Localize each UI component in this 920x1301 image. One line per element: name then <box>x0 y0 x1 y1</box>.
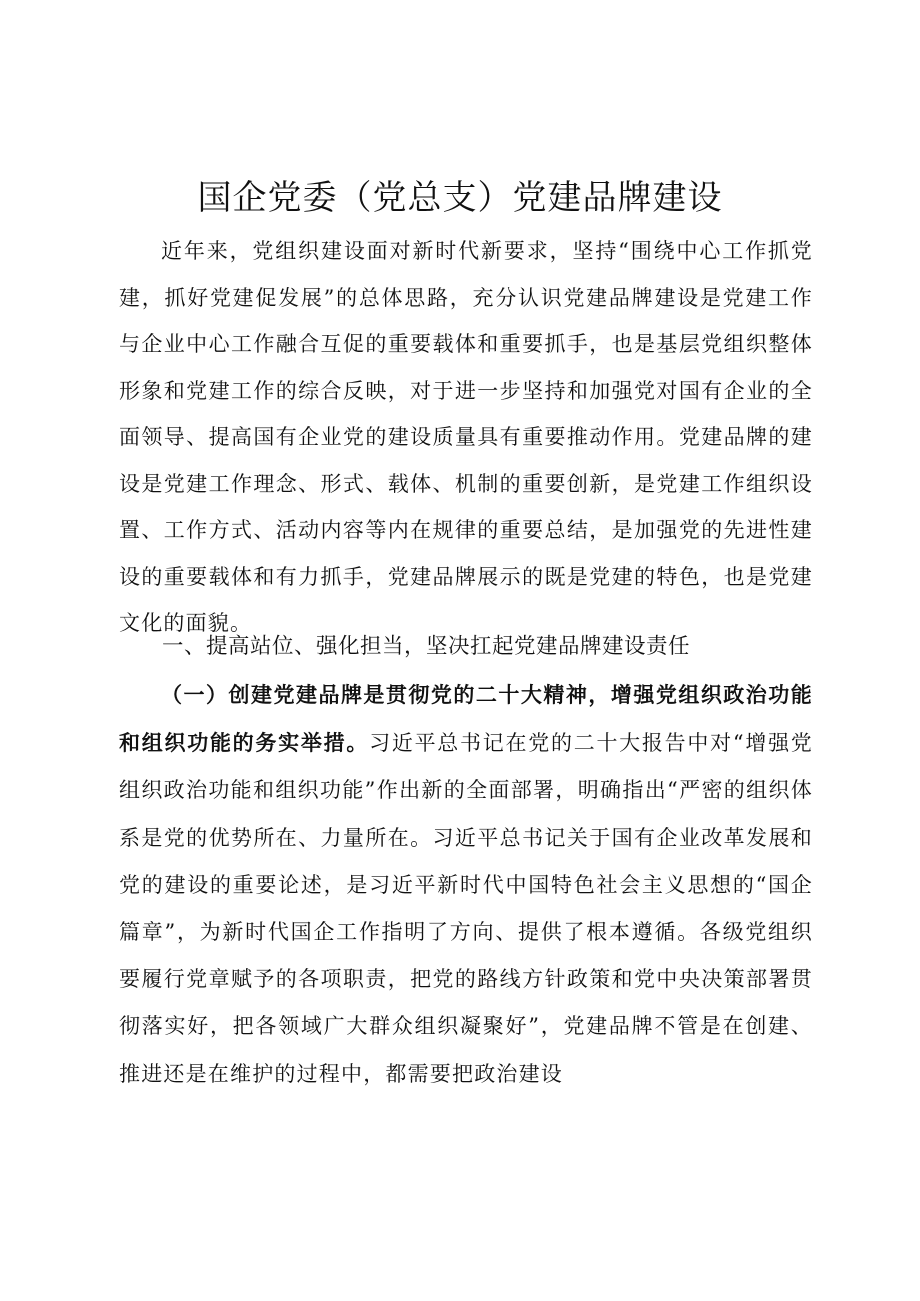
subsection-paragraph-1 <box>119 671 813 1098</box>
subsection-lead-1: （一）创建党建品牌是贯彻党的二十大精神，增强党组织政治功能和组织功能的务实举措。 <box>119 682 813 756</box>
intro-paragraph: 近年来，党组织建设面对新时代新要求，坚持“围绕中心工作抓党建，抓好党建促发展”的总体思路，充分认识党建品牌建设是党建工作与企业中心工作融合互促的重要载体和重要抓手，也是基层党组织整体形象和党建工作的综合反映，对于进一步坚持和加强党对国有企业的全面领导、提高国有企业党的建设质量具有重要推动作用。党建品牌的建设是党建工作理念、形式、载体、机制的重要创新，是党建工作组织设置、工作方式、活动内容等内在规律的重要总结，是加强党的先进性建设的重要载体和有力抓手，党建品牌展示的既是党建的特色，也是党建文化的面貌。 <box>119 239 813 635</box>
document-title: 国企党委（党总支）党建品牌建设 <box>197 178 723 218</box>
section-heading-1: 一、提高站位、强化担当，坚决扛起党建品牌建设责任 <box>162 634 691 659</box>
subsection-body-1: 习近平总书记在党的二十大报告中对“增强党组织政治功能和组织功能”作出新的全面部署，明确指出“严密的组织体系是党的优势所在、力量所在。习近平总书记关于国有企业改革发展和党的建设的重要论述，是习近平新时代中国特色社会主义思想的“国企篇章”，为新时代国企工作指明了方向、提供了根本遵循。各级党组织要履行党章赋予的各项职责，把党的路线方针政策和党中央决策部署贯彻落实好，把各领域广大群众组织凝聚好”，党建品牌不管是在创建、推进还是在维护的过程中，都需要把政治建设 <box>119 731 814 1086</box>
